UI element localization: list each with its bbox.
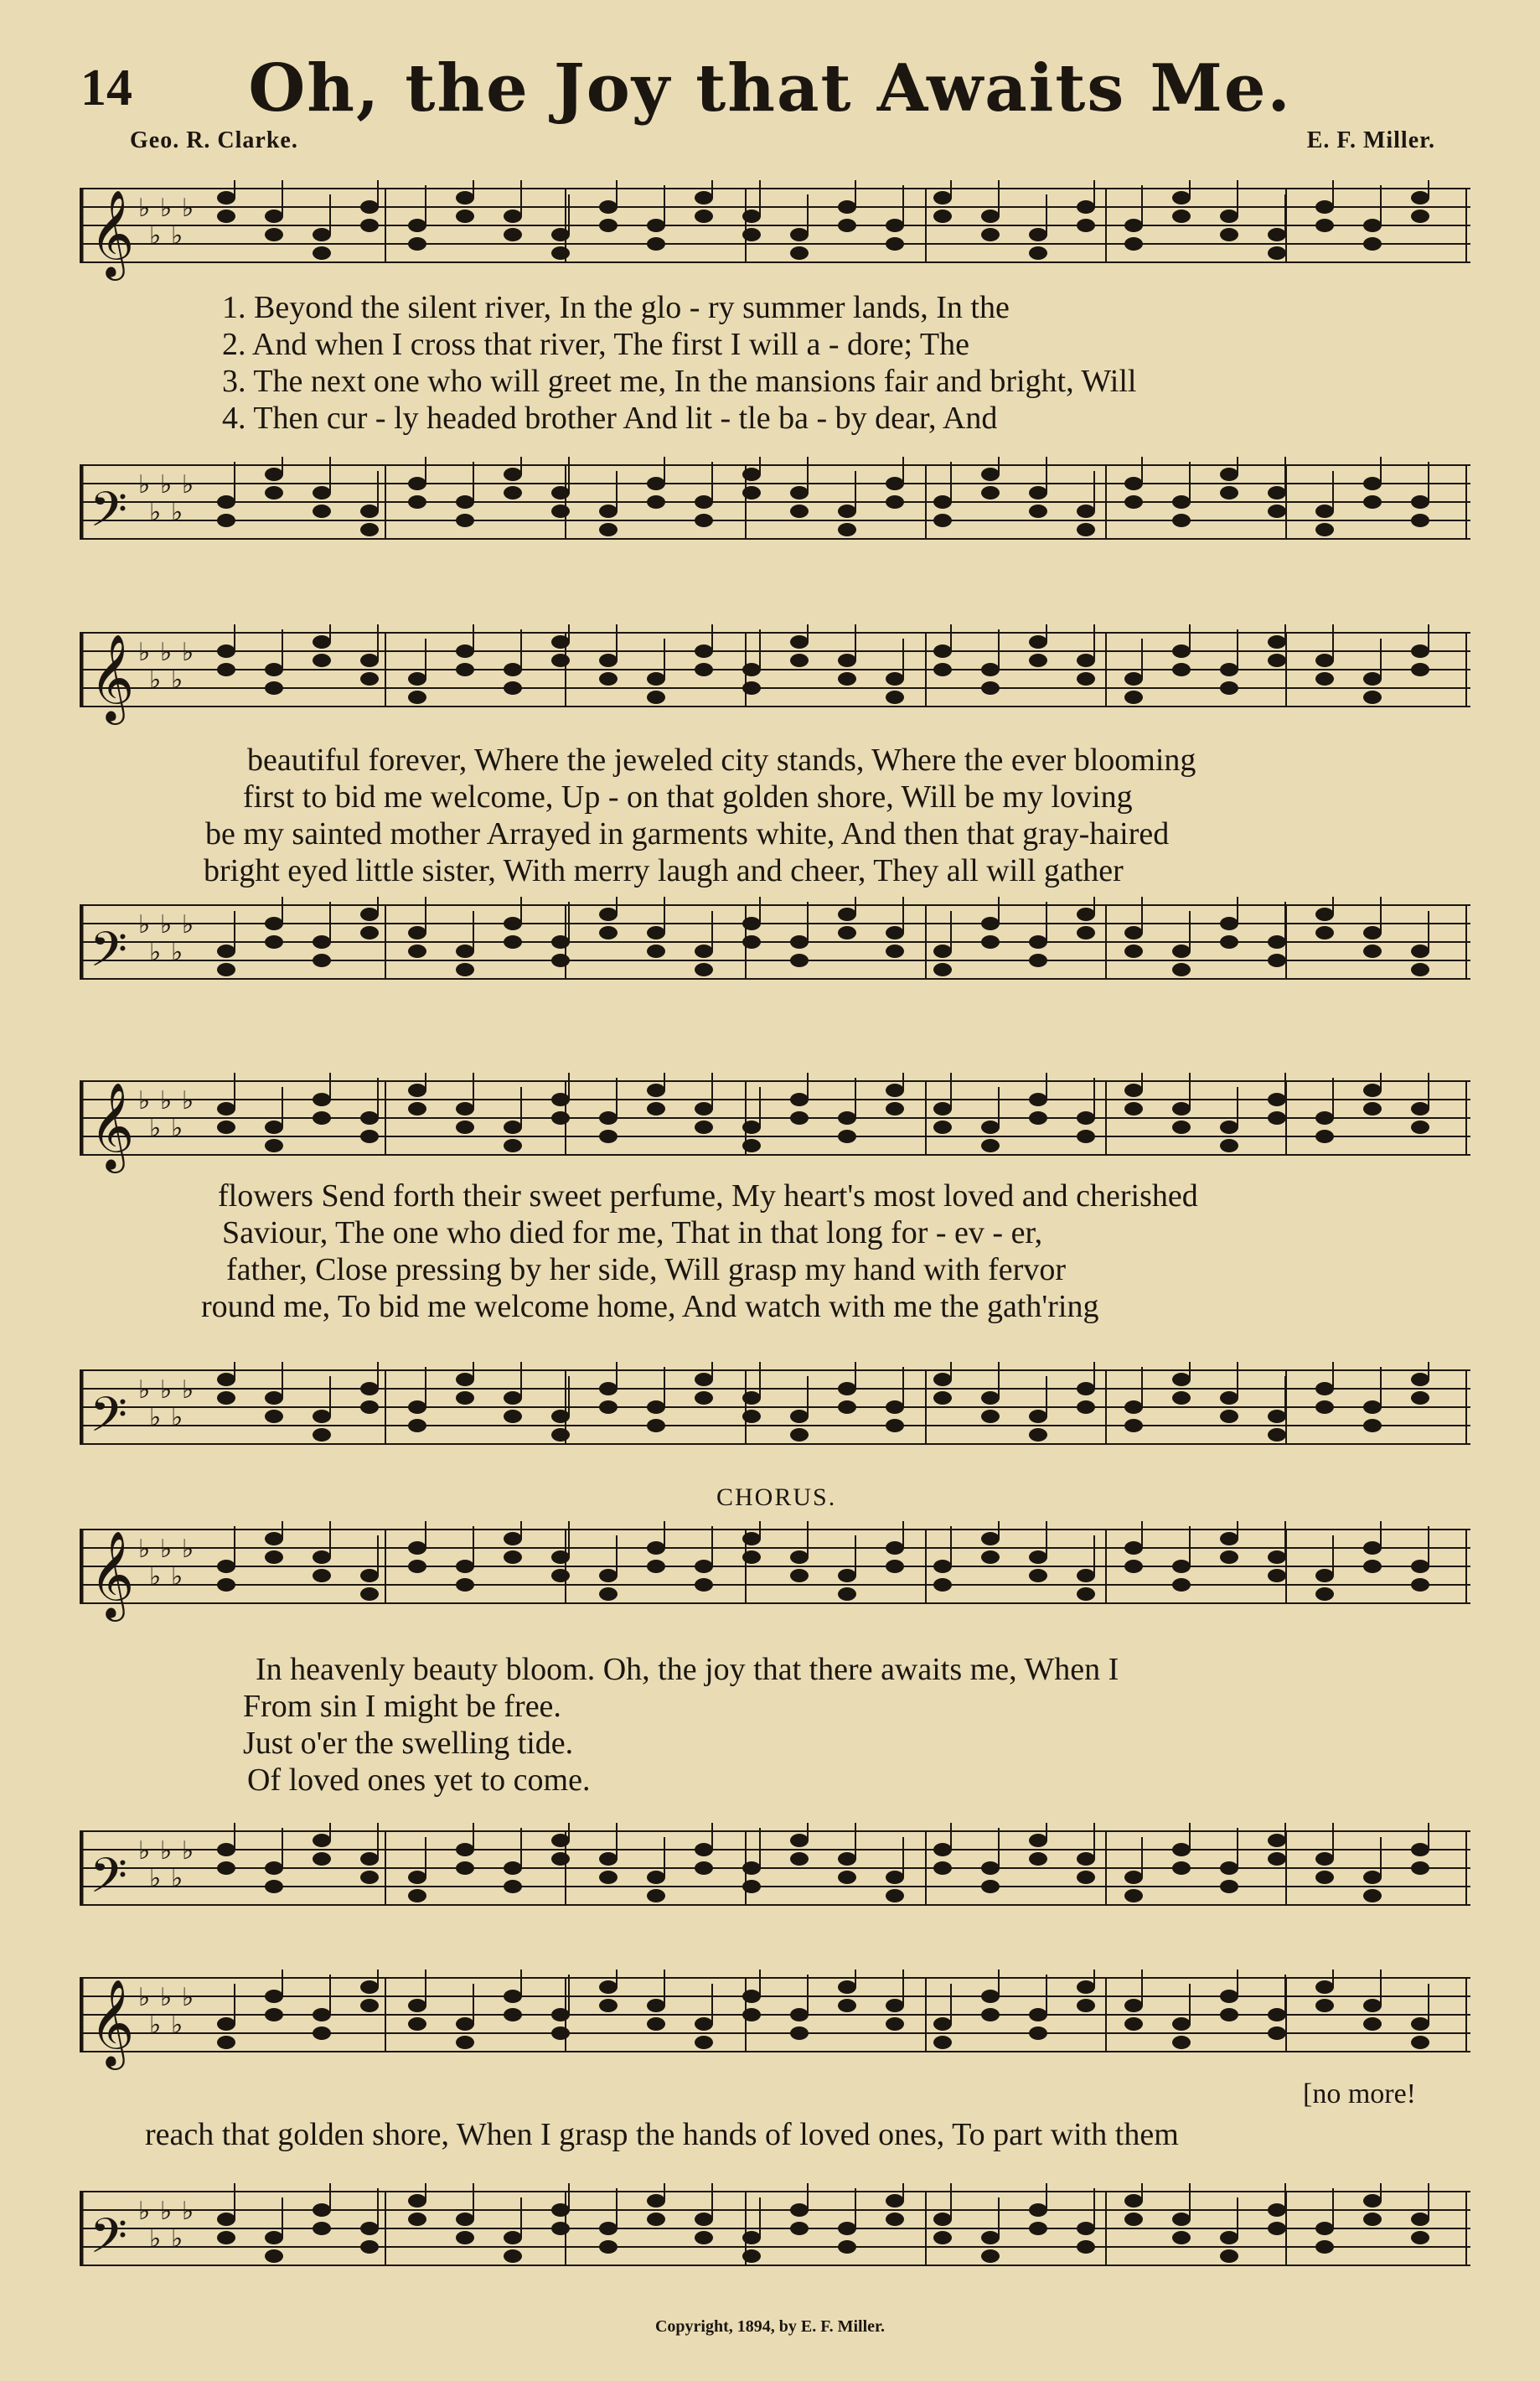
- lyric-line: Just o'er the swelling tide.: [243, 1726, 574, 1761]
- svg-text:𝄢: 𝄢: [90, 481, 128, 550]
- music-system-2: [80, 616, 1470, 1010]
- svg-text:♭: ♭: [160, 911, 173, 939]
- staff-lines: [80, 1823, 1470, 1923]
- lyric-line: bright eyed little sister, With merry laugh and cheer, They all will gather: [204, 853, 1124, 888]
- svg-text:𝄢: 𝄢: [90, 1847, 128, 1916]
- treble-staff: [80, 1970, 1470, 2070]
- svg-text:♭: ♭: [149, 1563, 162, 1591]
- svg-text:♭: ♭: [182, 1087, 194, 1115]
- svg-text:♭: ♭: [171, 1115, 183, 1142]
- svg-text:♭: ♭: [138, 1837, 151, 1865]
- lyric-line: flowers Send forth their sweet perfume, My heart's most loved and cherished: [218, 1178, 1198, 1214]
- lyric-line: be my sainted mother Arrayed in garments white, And then that gray-haired: [205, 816, 1170, 851]
- music-system-1: [80, 172, 1470, 566]
- svg-text:♭: ♭: [138, 911, 151, 939]
- svg-text:♭: ♭: [171, 2225, 183, 2253]
- composer-credit: E. F. Miller.: [1306, 127, 1435, 153]
- svg-text:♭: ♭: [160, 194, 173, 222]
- svg-text:♭: ♭: [160, 471, 173, 499]
- lyric-line: 3. The next one who will greet me, In the mansions fair and bright, Will: [222, 364, 1137, 399]
- lyric-line: round me, To bid me welcome home, And watch with me the gath'ring: [201, 1289, 1099, 1324]
- svg-text:♭: ♭: [182, 1984, 194, 2011]
- svg-text:♭: ♭: [138, 1984, 151, 2011]
- staff-lines: [80, 2183, 1470, 2284]
- treble-staff: [80, 624, 1470, 725]
- aside-text: [no more!: [1303, 2078, 1417, 2109]
- svg-text:♭: ♭: [160, 639, 173, 666]
- lyric-line: Of loved ones yet to come.: [247, 1762, 591, 1798]
- lyric-line: From sin I might be free.: [243, 1689, 561, 1724]
- lyric-line: 1. Beyond the silent river, In the glo - ry summer lands, In the: [222, 290, 1010, 325]
- music-system-4: [80, 1483, 1470, 1919]
- bass-staff: [80, 2183, 1470, 2284]
- svg-text:♭: ♭: [171, 1865, 183, 1892]
- svg-text:♭: ♭: [149, 1115, 162, 1142]
- lyric-line: beautiful forever, Where the jeweled city stands, Where the ever blooming: [247, 743, 1196, 778]
- svg-text:♭: ♭: [149, 666, 162, 694]
- staff-lines: [80, 1970, 1470, 2070]
- lyric-line: father, Close pressing by her side, Will grasp my hand with fervor: [226, 1252, 1066, 1287]
- svg-text:𝄞: 𝄞: [90, 1530, 135, 1618]
- svg-text:♭: ♭: [160, 1837, 173, 1865]
- treble-staff: [80, 1521, 1470, 1622]
- svg-text:𝄞: 𝄞: [90, 1082, 135, 1170]
- bass-staff: [80, 1823, 1470, 1923]
- svg-text:♭: ♭: [160, 1535, 173, 1563]
- svg-text:♭: ♭: [182, 1837, 194, 1865]
- lyric-line: In heavenly beauty bloom. Oh, the joy that there awaits me, When I: [256, 1652, 1119, 1687]
- svg-text:𝄞: 𝄞: [90, 634, 135, 722]
- svg-text:♭: ♭: [171, 222, 183, 250]
- svg-text:♭: ♭: [171, 499, 183, 526]
- music-system-5: [80, 1953, 1470, 2321]
- lyric-line: 4. Then cur - ly headed brother And lit - tle ba - by dear, And: [222, 401, 998, 436]
- copyright-notice: Copyright, 1894, by E. F. Miller.: [654, 2317, 886, 2336]
- music-system-3: [80, 1064, 1470, 1458]
- svg-text:𝄞: 𝄞: [90, 189, 135, 277]
- svg-text:♭: ♭: [149, 939, 162, 966]
- svg-text:♭: ♭: [182, 471, 194, 499]
- svg-text:𝄢: 𝄢: [90, 2208, 128, 2276]
- svg-text:♭: ♭: [182, 194, 194, 222]
- svg-text:♭: ♭: [138, 1535, 151, 1563]
- svg-text:𝄞: 𝄞: [90, 1979, 135, 2067]
- staff-lines: [80, 457, 1470, 557]
- staff-lines: [80, 1073, 1470, 1173]
- staff-lines: [80, 1362, 1470, 1462]
- svg-text:♭: ♭: [160, 2197, 173, 2225]
- treble-staff: [80, 180, 1470, 281]
- treble-staff: [80, 1073, 1470, 1173]
- svg-text:♭: ♭: [182, 1535, 194, 1563]
- svg-text:♭: ♭: [182, 1376, 194, 1404]
- svg-text:♭: ♭: [138, 639, 151, 666]
- lyric-line: Saviour, The one who died for me, That in that long for - ev - er,: [222, 1215, 1043, 1250]
- svg-text:♭: ♭: [171, 2011, 183, 2039]
- staff-lines: [80, 897, 1470, 997]
- svg-text:♭: ♭: [138, 1087, 151, 1115]
- staff-lines: [80, 624, 1470, 725]
- svg-text:♭: ♭: [138, 194, 151, 222]
- svg-text:♭: ♭: [149, 499, 162, 526]
- svg-text:♭: ♭: [182, 639, 194, 666]
- svg-text:𝄢: 𝄢: [90, 921, 128, 990]
- svg-text:♭: ♭: [171, 1563, 183, 1591]
- bass-staff: [80, 457, 1470, 557]
- svg-text:♭: ♭: [149, 222, 162, 250]
- svg-text:♭: ♭: [149, 1404, 162, 1431]
- lyricist-credit: Geo. R. Clarke.: [130, 127, 298, 153]
- svg-text:♭: ♭: [160, 1087, 173, 1115]
- svg-text:♭: ♭: [171, 939, 183, 966]
- svg-text:♭: ♭: [171, 1404, 183, 1431]
- svg-text:♭: ♭: [182, 911, 194, 939]
- hymn-title: Oh, the Joy that Awaits Me.: [248, 50, 1292, 127]
- svg-text:♭: ♭: [160, 1376, 173, 1404]
- svg-text:♭: ♭: [138, 1376, 151, 1404]
- bass-staff: [80, 897, 1470, 997]
- svg-text:𝄢: 𝄢: [90, 1386, 128, 1455]
- svg-text:♭: ♭: [149, 2011, 162, 2039]
- bass-staff: [80, 1362, 1470, 1462]
- svg-text:♭: ♭: [149, 2225, 162, 2253]
- page-number: 14: [80, 60, 132, 116]
- svg-text:♭: ♭: [160, 1984, 173, 2011]
- lyric-line: first to bid me welcome, Up - on that golden shore, Will be my loving: [243, 779, 1133, 815]
- svg-text:♭: ♭: [138, 471, 151, 499]
- svg-text:♭: ♭: [182, 2197, 194, 2225]
- staff-lines: [80, 180, 1470, 281]
- lyric-line: reach that golden shore, When I grasp the hands of loved ones, To part with them: [145, 2117, 1179, 2152]
- svg-text:♭: ♭: [171, 666, 183, 694]
- svg-text:♭: ♭: [138, 2197, 151, 2225]
- lyric-line: 2. And when I cross that river, The first I will a - dore; The: [222, 327, 969, 362]
- svg-text:♭: ♭: [149, 1865, 162, 1892]
- staff-lines: [80, 1521, 1470, 1622]
- chorus-label: CHORUS.: [716, 1483, 837, 1511]
